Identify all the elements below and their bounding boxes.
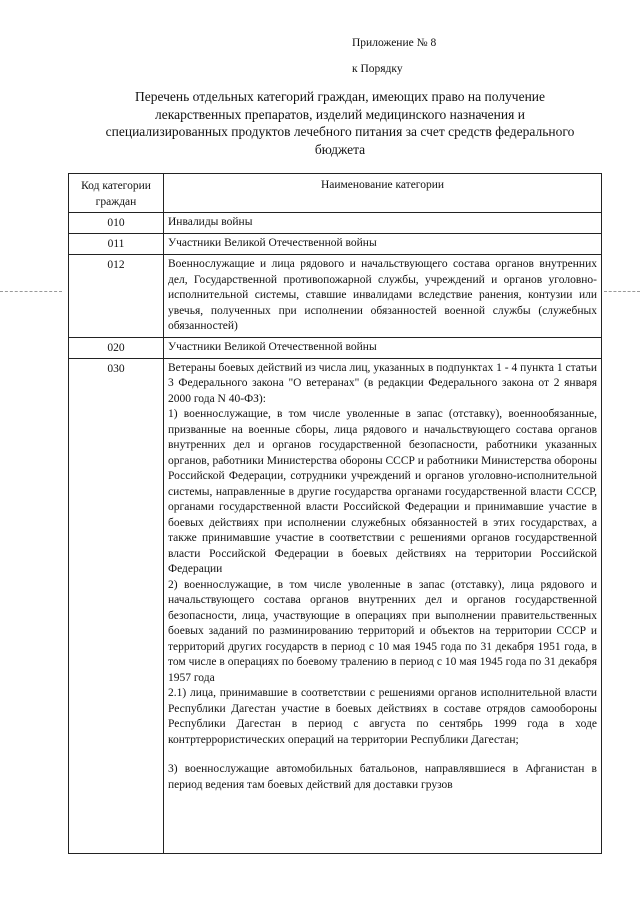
annex-reference	[352, 30, 436, 82]
row-code: 011	[69, 234, 164, 255]
annex-number: Приложение № 8	[352, 37, 437, 49]
table-row	[69, 358, 602, 853]
annex-order: к Порядку	[352, 63, 403, 75]
row-name: Участники Великой Отечественной войны	[164, 337, 602, 358]
category-table	[68, 173, 602, 854]
row-030-item-3: 3) военнослужащие автомобильных батальонов, направлявшиеся в Афганистан в период ведения там боевых действий для доставки грузов	[168, 763, 597, 791]
paragraph-gap	[168, 748, 597, 762]
scan-artifact-right	[604, 291, 640, 292]
header-name: Наименование категории	[164, 174, 602, 213]
table-row	[69, 255, 602, 338]
row-name: Инвалиды войны	[164, 213, 602, 234]
row-name: Военнослужащие и лица рядового и начальствующего состава органов внутренних дел, Государственной противопожарной службы, учреждений и органов уголовно-исполнительной системы, ставшие инвалидами вследствие ранения, контузии или увечья, полученных при исполнении обязанностей военной службы (служебных обязанностей)	[164, 255, 602, 338]
document-title: Перечень отдельных категорий граждан, имеющих право на получение лекарственных препаратов, изделий медицинского назначения и специализированных продуктов лечебного питания за счет средств федерального бюджета	[105, 89, 575, 157]
row-030-item-2: 2) военнослужащие, в том числе уволенные в запас (отставку), лица рядового и начальствующего состава органов внутренних дел и органов государственной безопасности, лица, участвующие в операциях при выполнении правительственных боевых заданий по разминированию территорий и объектов на территории СССР и территорий других государств в период с 10 мая 1945 года по 31 декабря 1951 года, в том числе в операциях по боевому тралению в период с 10 мая 1945 года по 31 декабря 1957 года	[168, 578, 597, 684]
row-030-item-1: 1) военнослужащие, в том числе уволенные в запас (отставку), военнообязанные, призванные на военные сборы, лица рядового и начальствующего состава органов внутренних дел и органов государственной безопасности, работники указанных органов, работники Министерства обороны СССР и работники Министерства обороны Российской Федерации, сотрудники учреждений и органов уголовно-исполнительной системы, направленные в другие государства органами государственной власти СССР, органами государственной власти Российской Федерации и принимавшие участие в боевых действиях при исполнении служебных обязанностей в этих государствах, а также принимавшие участие в соответствии с решениями органов государственной власти Российской Федерации в боевых действиях на территории Российской Федерации	[168, 408, 597, 575]
row-name: Участники Великой Отечественной войны	[164, 234, 602, 255]
table-row	[69, 213, 602, 234]
row-code: 020	[69, 337, 164, 358]
scan-artifact-left	[0, 291, 62, 292]
row-code: 030	[69, 358, 164, 853]
row-name	[164, 358, 602, 853]
row-code: 010	[69, 213, 164, 234]
table-row	[69, 234, 602, 255]
header-code: Код категории граждан	[69, 174, 164, 213]
table-row	[69, 337, 602, 358]
row-code: 012	[69, 255, 164, 338]
table-header-row	[69, 174, 602, 213]
row-030-item-2-1: 2.1) лица, принимавшие в соответствии с решениями органов исполнительной власти Республики Дагестан участие в боевых действиях в составе отрядов самообороны Республики Дагестан в период с августа по сентябрь 1999 года в ходе контртеррористических операций на территории Республики Дагестан;	[168, 687, 597, 746]
row-030-intro: Ветераны боевых действий из числа лиц, указанных в подпунктах 1 - 4 пункта 1 статьи 3 Федерального закона "О ветеранах" (в редакции Федерального закона от 2 января 2000 года N 40-ФЗ):	[168, 361, 597, 405]
